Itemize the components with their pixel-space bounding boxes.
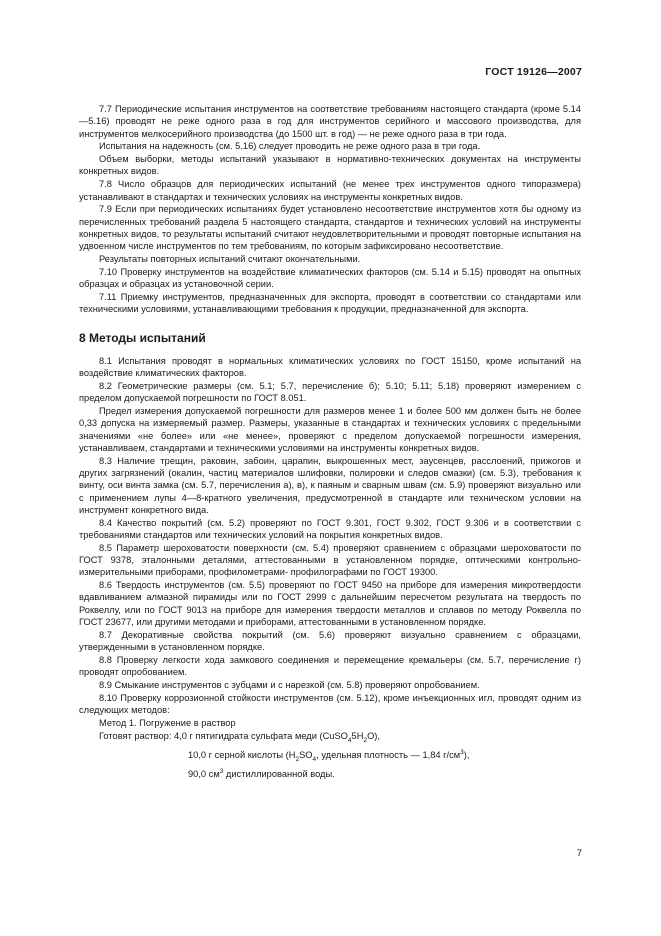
paragraph: Объем выборки, методы испытаний указывают в нормативно-технических документах на инструменты конкретных видов. <box>79 154 581 177</box>
paragraph: 7.9 Если при периодических испытаниях будет установлено несоответствие инструментов хотя бы одному из перечисленных требований раздела 5 настоящего стандарта, стандартов и технических условий на инструменты конкретных видов, то результаты испытаний считают неудовлетворительными и проводят повторные испытания на удвоенном числе инструментов по тем требованиям, по которым зафиксировано несоответствие. <box>79 204 581 252</box>
solution-text: ), <box>463 750 470 760</box>
paragraph: 7.10 Проверку инструментов на воздействие климатических факторов (см. 5.14 и 5.15) проводят на опытных образцах и образцах из установочной серии. <box>79 266 581 290</box>
solution-line-3 <box>79 766 581 780</box>
standard-code-header: ГОСТ 19126—2007 <box>485 66 582 78</box>
subscript: 4 <box>347 736 352 744</box>
paragraph: 8.1 Испытания проводят в нормальных климатических условиях по ГОСТ 15150, кроме испытаний на воздействие климатических факторов. <box>79 355 581 379</box>
solution-text: SO <box>299 750 313 760</box>
paragraph: Результаты повторных испытаний считают окончательными. <box>99 254 361 265</box>
solution-text: дистиллированной воды. <box>223 769 335 780</box>
superscript: 3 <box>219 768 224 776</box>
paragraph: Испытания на надежность (см. 5.16) следует проводить не реже одного раза в три года. <box>99 141 481 152</box>
solution-text: 5H <box>351 730 364 741</box>
subscript: 2 <box>363 736 368 744</box>
paragraph: 8.6 Твердость инструментов (см. 5.5) проверяют по ГОСТ 9450 на приборе для измерения микротвердости вдавливанием алмазной пирамиды или по ГОСТ 2999 с дальнейшим пересчетом результата на твердость по Роквеллу, или по ГОСТ 9013 на приборе для измерения твердости металлов и сплавов по методу Роквелла по ГОСТ 23677, или другими методами и приборами, аттестованными в установленном порядке. <box>79 580 581 628</box>
paragraph: 8.8 Проверку легкости хода замкового соединения и перемещение кремальеры (см. 5.7, перечисление г) проводят опробованием. <box>79 654 581 678</box>
subscript: 2 <box>295 755 300 763</box>
solution-text: 10,0 г серной кислоты (H <box>188 750 296 760</box>
paragraph: 7.7 Периодические испытания инструментов на соответствие требованиям настоящего стандарта (кроме 5.14—5.16) проводят не реже одного раза в год для инструментов серийного и массового производства, для инструментов мелкосерийного производства (до 1500 шт. в год) — не реже одного раза в три года. <box>79 104 581 139</box>
paragraph: Метод 1. Погружение в раствор <box>99 717 236 728</box>
paragraph: 8.7 Декоративные свойства покрытий (см. 5.6) проверяют визуально сравнением с образцами, утвержденными в установленном порядке. <box>79 629 581 653</box>
superscript: 3 <box>460 748 464 756</box>
solution-text: 90,0 см <box>188 769 220 780</box>
paragraph: 8.2 Геометрические размеры (см. 5.1; 5.7, перечисление б); 5.10; 5.11; 5.18) проверяют измерением с пределом допускаемой погрешности по ГОСТ 8.051. <box>79 380 581 404</box>
subscript: 4 <box>312 755 317 763</box>
section-heading: 8 Методы испытаний <box>79 330 206 345</box>
paragraph: 7.11 Приемку инструментов, предназначенных для экспорта, проводят в соответствии со стандартами или техническими условиями, устанавливающими требования к продукции, предназначенной для экспорта. <box>79 291 581 315</box>
paragraph: 7.8 Число образцов для периодических испытаний (не менее трех инструментов одного типоразмера) устанавливают в стандартах и технических условиях на инструменты конкретных видов. <box>79 179 581 202</box>
paragraph: 8.4 Качество покрытий (см. 5.2) проверяют по ГОСТ 9.301, ГОСТ 9.302, ГОСТ 9.306 и в соответствии с требованиями стандартов или технических условий на покрытия конкретных видов. <box>79 517 581 540</box>
solution-text: O), <box>367 730 380 741</box>
paragraph: 8.3 Наличие трещин, раковин, забоин, царапин, выкрошенных мест, заусенцев, расслоений, прижогов и других загрязнений (окалин, частиц материалов шлифовки, полировки и следов смазки) (см. 5.3), требования к винту, оси винта замка (см. 5.7, перечисления а), в), к паяным и сварным швам (см. 5.9) проверяют визуально или с применением лупы 4—8-кратного увеличения, предусмотренной в стандарте или техническом условии на инструмент конкретного вида. <box>79 455 581 515</box>
paragraph: 8.5 Параметр шероховатости поверхности (см. 5.4) проверяют сравнением с образцами шероховатости по ГОСТ 9378, эталонными деталями, аттестованными в установленном порядке, оптическими контрольно-измерительными приборами, профилометрами- профилографами по ГОСТ 19300. <box>79 542 581 578</box>
solution-line-1 <box>79 730 581 747</box>
page-number: 7 <box>576 848 582 859</box>
paragraph: 8.9 Смыкание инструментов с зубцами и с нарезкой (см. 5.8) проверяют опробованием. <box>99 680 480 691</box>
paragraph: Предел измерения допускаемой погрешности для размеров менее 1 и более 500 мм должен быть не более 0,33 допуска на измеряемый размер. Размеры, указанные в стандартах и технических условиях с предельными значениями «не более» или «не менее», проверяют с пределом допускаемой погрешности измерения, устанавливаем, стандартами и техническими условиями на инструменты конкретных видов. <box>79 406 581 453</box>
solution-text: , удельная плотность — 1,84 г/см <box>316 750 461 760</box>
paragraph: 8.10 Проверку коррозионной стойкости инструментов (см. 5.12), кроме инъекционных игл, проводят одним из следующих методов: <box>79 692 581 716</box>
solution-text: Готовят раствор: 4,0 г пятигидрата сульфата меди (CuSO <box>99 730 348 741</box>
solution-line-2 <box>79 747 581 766</box>
page-content <box>79 103 581 781</box>
